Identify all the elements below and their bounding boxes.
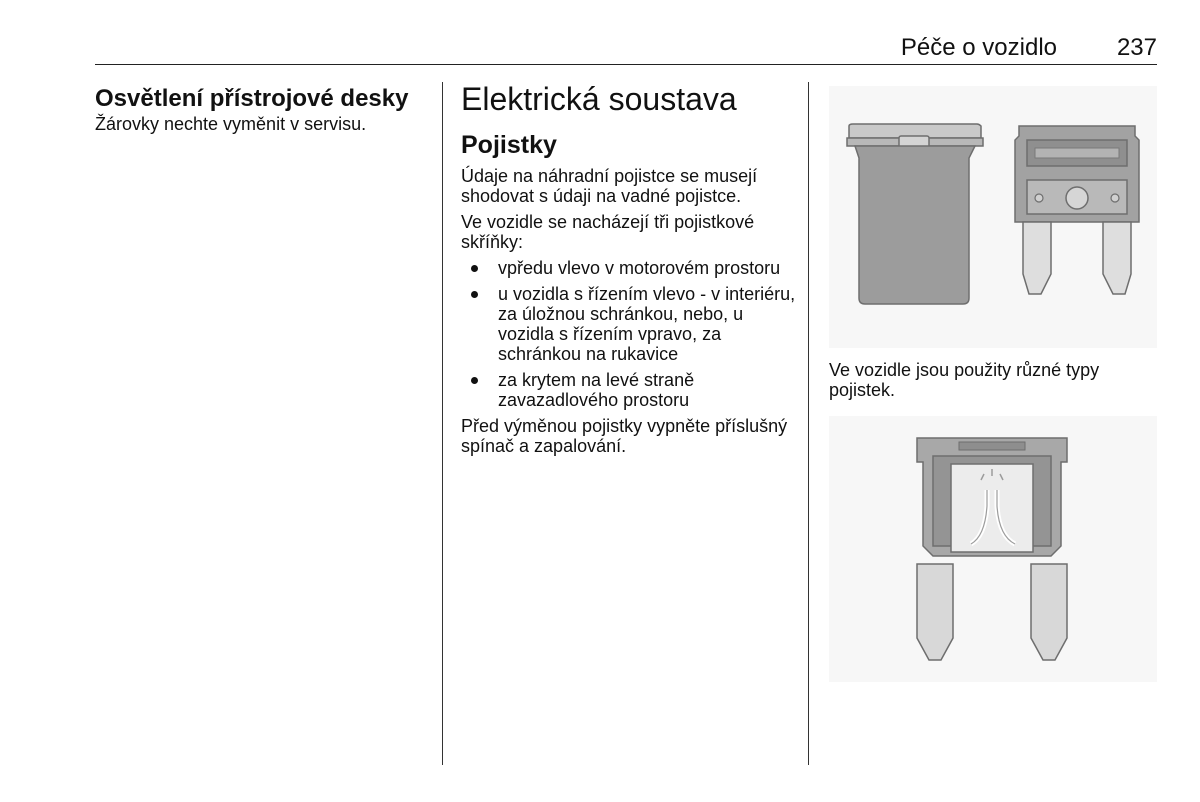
maxi-fuse-front-view xyxy=(1015,126,1139,294)
page-number: 237 xyxy=(1116,34,1157,61)
mini-fuse-illustration xyxy=(829,416,1157,682)
right-column xyxy=(829,86,1157,682)
list-item: za krytem na levé straně zavazadlového prostoru xyxy=(461,370,797,410)
paragraph: Údaje na náhradní pojistce se musejí shodovat s údaji na vadné pojistce. xyxy=(461,166,758,206)
fuse-types-illustration xyxy=(829,86,1157,348)
list-item: vpředu vlevo v motorovém prostoru xyxy=(461,258,797,278)
instrument-lighting-heading: Osvětlení přístrojové desky xyxy=(95,85,409,112)
column-divider-left xyxy=(442,82,443,765)
column-divider-right xyxy=(808,82,809,765)
maxi-fuse-side-view xyxy=(847,124,983,304)
fuse-box-list xyxy=(461,258,797,410)
middle-column xyxy=(461,80,797,462)
paragraph: Ve vozidle se nacházejí tři pojistkové skříňky: xyxy=(461,212,755,252)
electrical-system-title: Elektrická soustava xyxy=(461,81,737,117)
fuses-heading: Pojistky xyxy=(461,131,557,159)
page-header xyxy=(95,28,1157,65)
list-item: u vozidla s řízením vlevo - v interiéru, za úložnou schránkou, nebo, u vozidla s řízením vpravo, za schránkou na rukavice xyxy=(461,284,797,364)
paragraph: Před výměnou pojistky vypněte příslušný spínač a zapalování. xyxy=(461,416,788,456)
left-column xyxy=(95,84,435,140)
section-title: Péče o vozidlo xyxy=(900,34,1057,61)
mini-fuse-front-view xyxy=(917,438,1067,660)
instrument-lighting-text: Žárovky nechte vyměnit v servisu. xyxy=(95,114,367,134)
fuse-types-caption: Ve vozidle jsou použity různé typy pojistek. xyxy=(829,360,1100,400)
